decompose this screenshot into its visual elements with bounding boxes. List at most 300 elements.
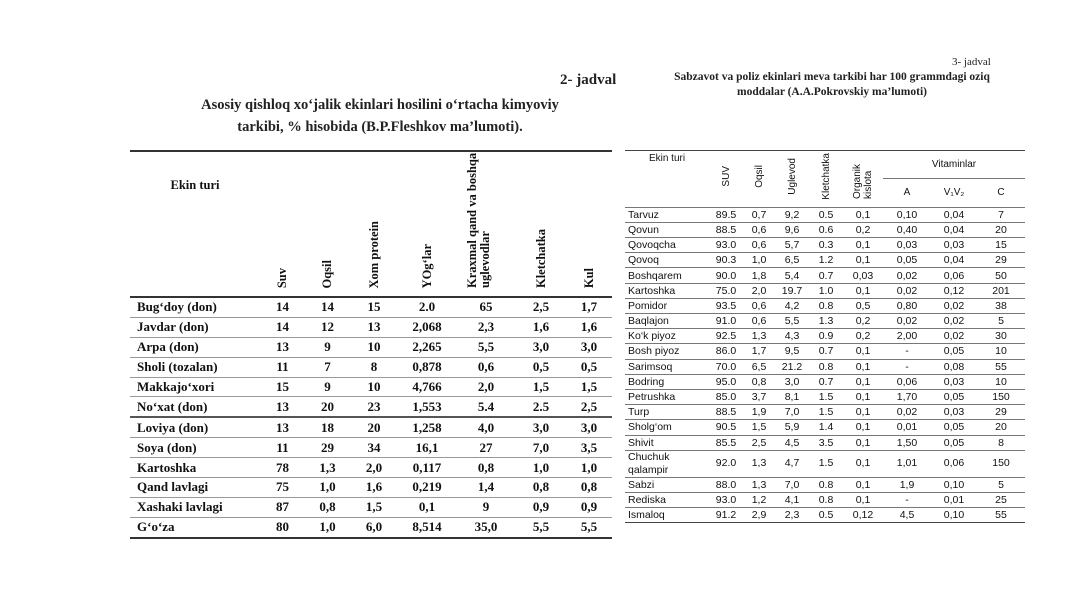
table2-cell: 20	[350, 417, 398, 437]
table3-cell: 0,2	[843, 314, 883, 329]
table3-row	[625, 238, 1025, 253]
table3-crop-name: Baqlajon	[625, 314, 709, 329]
table2-title-line1: Asosiy qishloq xo‘jalik ekinlari hosilini o‘rtacha kimyoviy	[201, 97, 559, 113]
table3-cell: 1,8	[743, 268, 775, 283]
table2-cell: 0,1	[398, 497, 456, 517]
table3-cell: 20	[977, 222, 1025, 237]
table3-cell: 0,04	[931, 222, 977, 237]
table3-cell: 1,50	[883, 435, 931, 450]
table3-cell: 0,06	[931, 268, 977, 283]
header-fiber-veg: Kletchatka	[809, 151, 843, 208]
table2-crop-name: Loviya (don)	[130, 417, 260, 437]
table3-cell: 1,0	[743, 253, 775, 268]
table3-cell: 0.7	[809, 268, 843, 283]
table3-cell: 1,01	[883, 450, 931, 477]
table2-cell: 4,766	[398, 377, 456, 397]
table3-crop-name: Tarvuz	[625, 207, 709, 222]
table2-cell: 14	[305, 297, 350, 317]
table3-cell: 0.5	[809, 508, 843, 523]
header-vitamin-b: V₁V₂	[931, 179, 977, 208]
table3-cell: 88.0	[709, 477, 743, 492]
table2-cell: 8,514	[398, 517, 456, 537]
table3-cell: 0,7	[743, 207, 775, 222]
table3-cell: 0,40	[883, 222, 931, 237]
table3-cell: 1,70	[883, 389, 931, 404]
table3-cell: 2,00	[883, 329, 931, 344]
table3-crop-name: Rediska	[625, 492, 709, 507]
table3-cell: 0,6	[743, 222, 775, 237]
table3-row	[625, 420, 1025, 435]
header-protein-veg: Oqsil	[743, 151, 775, 208]
table3-row	[625, 207, 1025, 222]
table3-crop-name: Bodring	[625, 374, 709, 389]
table2-cell: 1,0	[305, 478, 350, 498]
table2-row	[130, 417, 612, 437]
table2-cell: 5,5	[566, 517, 612, 537]
table3-cell: 0,03	[843, 268, 883, 283]
table2-cell: 13	[260, 337, 305, 357]
table3-cell: 55	[977, 508, 1025, 523]
table2-cell: 1,6	[350, 478, 398, 498]
table2-cell: 2,5	[566, 397, 612, 417]
table2-cell: 0,117	[398, 458, 456, 478]
table3-cell: 6,5	[775, 253, 809, 268]
table3-crop-name: Sholg‘om	[625, 420, 709, 435]
table2-cell: 1,0	[516, 458, 566, 478]
table3-row	[625, 314, 1025, 329]
table3-cell: 0,12	[931, 283, 977, 298]
table2-label: 2- jadval	[560, 72, 617, 88]
table3-cell: 0.9	[809, 329, 843, 344]
table2-cell: 1,5	[516, 377, 566, 397]
table2-cell: 10	[350, 337, 398, 357]
table3-cell: 1,9	[883, 477, 931, 492]
table2-crop-name: Xashaki lavlagi	[130, 497, 260, 517]
table3-cell: 20	[977, 420, 1025, 435]
table3-cell: 0,1	[843, 389, 883, 404]
table3-cell: 1.2	[809, 253, 843, 268]
table3-cell: 0,5	[843, 298, 883, 313]
table3-cell: 0,1	[843, 477, 883, 492]
table2-cell: 20	[305, 397, 350, 417]
table3-row	[625, 389, 1025, 404]
table3-cell: 0,01	[931, 492, 977, 507]
table3-cell: 0,10	[931, 477, 977, 492]
table3-row	[625, 283, 1025, 298]
table3-crop-name: Sabzi	[625, 477, 709, 492]
table3-cell: 0,02	[883, 268, 931, 283]
table3-cell: 85.0	[709, 389, 743, 404]
table3-cell: 0,6	[743, 298, 775, 313]
header-carb-veg: Uglevod	[775, 151, 809, 208]
table3-cell: 92.0	[709, 450, 743, 477]
header-crop-type-veg: Ekin turi	[625, 151, 709, 208]
table2-cell: 6,0	[350, 517, 398, 537]
table2-cell: 0,9	[566, 497, 612, 517]
table3-cell: 0,1	[843, 492, 883, 507]
table3-cell: 4,2	[775, 298, 809, 313]
table3-cell: 0,2	[843, 222, 883, 237]
table3-cell: 0,8	[743, 374, 775, 389]
table2-cell: 11	[260, 357, 305, 377]
table2-cell: 11	[260, 438, 305, 458]
table3-title	[632, 70, 1032, 100]
table3-row	[625, 359, 1025, 374]
table3-cell: 10	[977, 374, 1025, 389]
table3-cell: 5,4	[775, 268, 809, 283]
table2-cell: 3,0	[516, 337, 566, 357]
table3-cell: 1,9	[743, 405, 775, 420]
table3-cell: 2,3	[775, 508, 809, 523]
table3-cell: 1,3	[743, 329, 775, 344]
table2-cell: 5,5	[456, 337, 516, 357]
header-carbohydrates: Kraxmal qand va boshqa uglevodlar	[456, 151, 516, 297]
table3-cell: 1,7	[743, 344, 775, 359]
table3-label: 3- jadval	[952, 56, 991, 68]
table3-cell: 0,10	[931, 508, 977, 523]
table3-cell: 8,1	[775, 389, 809, 404]
table3-crop-name: Pomidor	[625, 298, 709, 313]
table3-header-row1	[625, 151, 1025, 179]
table2-cell: 2,0	[350, 458, 398, 478]
table3-cell: 93.0	[709, 238, 743, 253]
table2-cell: 5.4	[456, 397, 516, 417]
table3-cell: 0.3	[809, 238, 843, 253]
table2-cell: 1,3	[305, 458, 350, 478]
table3-cell: 0,1	[843, 420, 883, 435]
table3-cell: 70.0	[709, 359, 743, 374]
table2-cell: 14	[260, 297, 305, 317]
table3-crop-name: Turp	[625, 405, 709, 420]
table2-cell: 9	[305, 337, 350, 357]
table2-cell: 16,1	[398, 438, 456, 458]
table3-title-line1: Sabzavot va poliz ekinlari meva tarkibi har 100 grammdagi oziq	[674, 71, 990, 83]
header-ash: Kul	[566, 151, 612, 297]
table3-crop-name: Kartoshka	[625, 283, 709, 298]
table2-crop-name: Bug‘doy (don)	[130, 297, 260, 317]
table3-cell: 4,5	[775, 435, 809, 450]
header-vitamin-c: C	[977, 179, 1025, 208]
table2-cell: 3,0	[566, 417, 612, 437]
table2-crop-name: Javdar (don)	[130, 317, 260, 337]
table3-cell: 1,5	[743, 420, 775, 435]
table3-cell: 0,2	[843, 329, 883, 344]
table3-cell: 3.5	[809, 435, 843, 450]
table3-cell: 0,02	[883, 283, 931, 298]
table3-cell: 0,1	[843, 283, 883, 298]
table3-cell: 0,02	[931, 329, 977, 344]
table2-title-line2: tarkibi, % hisobida (B.P.Fleshkov ma’lumoti).	[237, 119, 523, 135]
table2-row	[130, 357, 612, 377]
table2-row	[130, 517, 612, 537]
header-water: Suv	[260, 151, 305, 297]
header-fiber: Kletchatka	[516, 151, 566, 297]
table3-row	[625, 344, 1025, 359]
header-protein: Oqsil	[305, 151, 350, 297]
table3-cell: 4,3	[775, 329, 809, 344]
crop-composition-table	[130, 150, 612, 539]
table3-cell: 55	[977, 359, 1025, 374]
table3-cell: 0,6	[743, 314, 775, 329]
table2-cell: 14	[260, 317, 305, 337]
table3-cell: 5	[977, 314, 1025, 329]
table3-cell: 1.3	[809, 314, 843, 329]
table3-cell: 85.5	[709, 435, 743, 450]
table3-cell: 7,0	[775, 477, 809, 492]
table2-cell: 10	[350, 377, 398, 397]
table3-cell: 3,7	[743, 389, 775, 404]
table2-cell: 12	[305, 317, 350, 337]
table3-cell: 90.0	[709, 268, 743, 283]
table3-cell: 0.8	[809, 298, 843, 313]
table3-cell: 3,0	[775, 374, 809, 389]
table3-cell: 4,1	[775, 492, 809, 507]
table3-cell: 0,05	[931, 435, 977, 450]
table3-cell: 0,02	[931, 298, 977, 313]
header-fats: YOg‘lar	[398, 151, 456, 297]
table2-crop-name: Soya (don)	[130, 438, 260, 458]
table2-cell: 18	[305, 417, 350, 437]
table2-cell: 0,219	[398, 478, 456, 498]
table3-row	[625, 222, 1025, 237]
table3-cell: 5,5	[775, 314, 809, 329]
table2-cell: 0,8	[305, 497, 350, 517]
table3-cell: 95.0	[709, 374, 743, 389]
table2-row	[130, 297, 612, 317]
table3-cell: 0,05	[931, 389, 977, 404]
table3-cell: 0,1	[843, 253, 883, 268]
table2-row	[130, 478, 612, 498]
table3-cell: 4,5	[883, 508, 931, 523]
table3-cell: 0,04	[931, 207, 977, 222]
table3-cell: 7,0	[775, 405, 809, 420]
table3-row	[625, 450, 1025, 477]
table3-cell: 0.5	[809, 207, 843, 222]
table3-cell: 9,5	[775, 344, 809, 359]
table3-cell: 0,01	[883, 420, 931, 435]
table2-cell: 65	[456, 297, 516, 317]
table3-cell: 5	[977, 477, 1025, 492]
table3-cell: 88.5	[709, 405, 743, 420]
table3-cell: 2,5	[743, 435, 775, 450]
table2-cell: 4,0	[456, 417, 516, 437]
table3-row	[625, 477, 1025, 492]
table3-cell: 2,0	[743, 283, 775, 298]
table2-cell: 1,7	[566, 297, 612, 317]
table3-crop-name: Ismaloq	[625, 508, 709, 523]
table2-header-row	[130, 151, 612, 297]
table3-cell: 0,1	[843, 405, 883, 420]
table3-cell: 0,03	[931, 374, 977, 389]
table3-cell: -	[883, 344, 931, 359]
header-vitamin-a: A	[883, 179, 931, 208]
table2-cell: 35,0	[456, 517, 516, 537]
table3-cell: 0,6	[743, 238, 775, 253]
table2-cell: 78	[260, 458, 305, 478]
table3-cell: 0,1	[843, 238, 883, 253]
table2-cell: 0,8	[516, 478, 566, 498]
table3-cell: 0,03	[883, 238, 931, 253]
table3-cell: 25	[977, 492, 1025, 507]
table3-cell: 0,1	[843, 450, 883, 477]
table3-cell: 10	[977, 344, 1025, 359]
table2-row	[130, 377, 612, 397]
table3-cell: 0,1	[843, 207, 883, 222]
table2-cell: 13	[260, 417, 305, 437]
table3-cell: 93.0	[709, 492, 743, 507]
table2-cell: 75	[260, 478, 305, 498]
table2-cell: 0,8	[566, 478, 612, 498]
table2-crop-name: No‘xat (don)	[130, 397, 260, 417]
table2-row	[130, 397, 612, 417]
table3-crop-name: Qovoq	[625, 253, 709, 268]
table2-row	[130, 438, 612, 458]
table2-cell: 9	[305, 377, 350, 397]
table2-cell: 2,3	[456, 317, 516, 337]
table3-cell: 0,06	[883, 374, 931, 389]
table3-title-line2: moddalar (A.A.Pokrovskiy ma’lumoti)	[737, 86, 927, 98]
table3-cell: 89.5	[709, 207, 743, 222]
table2-cell: 1,553	[398, 397, 456, 417]
table2-cell: 2.5	[516, 397, 566, 417]
table2-cell: 8	[350, 357, 398, 377]
table3-crop-name: Shivit	[625, 435, 709, 450]
table2-cell: 34	[350, 438, 398, 458]
table3-cell: 0,08	[931, 359, 977, 374]
table3-crop-name: Bosh piyoz	[625, 344, 709, 359]
table2-cell: 0,9	[516, 497, 566, 517]
table2-crop-name: G‘o‘za	[130, 517, 260, 537]
table3-cell: 1,2	[743, 492, 775, 507]
table3-cell: 0,1	[843, 344, 883, 359]
table3-cell: 1.5	[809, 389, 843, 404]
table2-cell: 1,6	[566, 317, 612, 337]
table2-crop-name: Arpa (don)	[130, 337, 260, 357]
table3-cell: 29	[977, 253, 1025, 268]
table2-cell: 0,8	[456, 458, 516, 478]
table2-cell: 3,5	[566, 438, 612, 458]
table2-cell: 15	[260, 377, 305, 397]
table3-crop-name: Qovoqcha	[625, 238, 709, 253]
table3-cell: 93.5	[709, 298, 743, 313]
table3-cell: 2,9	[743, 508, 775, 523]
table3-crop-name: Ko‘k piyoz	[625, 329, 709, 344]
table3-cell: 75.0	[709, 283, 743, 298]
table3-cell: 1.4	[809, 420, 843, 435]
table2-crop-name: Sholi (tozalan)	[130, 357, 260, 377]
table2-cell: 9	[456, 497, 516, 517]
table3-crop-name: Qovun	[625, 222, 709, 237]
table3-cell: 0.8	[809, 492, 843, 507]
table2-cell: 3,0	[566, 337, 612, 357]
table3-cell: 91.0	[709, 314, 743, 329]
table3-cell: 0.8	[809, 359, 843, 374]
table3-cell: 88.5	[709, 222, 743, 237]
table3-crop-name: Sarimsoq	[625, 359, 709, 374]
header-vitamins: Vitaminlar	[883, 151, 1025, 179]
table2-cell: 13	[350, 317, 398, 337]
table3-cell: 4,7	[775, 450, 809, 477]
table3-cell: 15	[977, 238, 1025, 253]
table3-cell: 7	[977, 207, 1025, 222]
table2-cell: 7,0	[516, 438, 566, 458]
table3-cell: 0,06	[931, 450, 977, 477]
table2-row	[130, 317, 612, 337]
table3-cell: 0,80	[883, 298, 931, 313]
table3-cell: 0,02	[883, 405, 931, 420]
header-crop-type: Ekin turi	[130, 151, 260, 297]
table3-cell: 50	[977, 268, 1025, 283]
table2-cell: 1,5	[566, 377, 612, 397]
table3-cell: 150	[977, 450, 1025, 477]
header-crude-protein: Xom protein	[350, 151, 398, 297]
table2-cell: 87	[260, 497, 305, 517]
table2-crop-name: Makkajo‘xori	[130, 377, 260, 397]
table3-cell: 1.5	[809, 405, 843, 420]
table3-cell: 19.7	[775, 283, 809, 298]
table3-cell: 5,7	[775, 238, 809, 253]
table2-cell: 7	[305, 357, 350, 377]
table2-cell: 1,5	[350, 497, 398, 517]
table3-cell: 0,03	[931, 405, 977, 420]
table2-row	[130, 497, 612, 517]
table2-cell: 1,6	[516, 317, 566, 337]
table3-row	[625, 405, 1025, 420]
table2-cell: 2,0	[456, 377, 516, 397]
table3-cell: 5,9	[775, 420, 809, 435]
table2-cell: 3,0	[516, 417, 566, 437]
table3-cell: 38	[977, 298, 1025, 313]
table3-cell: 0,02	[883, 314, 931, 329]
table3-row	[625, 298, 1025, 313]
table2-cell: 2,5	[516, 297, 566, 317]
table3-cell: 90.5	[709, 420, 743, 435]
table3-cell: 1.0	[809, 283, 843, 298]
table2-cell: 29	[305, 438, 350, 458]
table3-cell: 0,10	[883, 207, 931, 222]
table2-crop-name: Kartoshka	[130, 458, 260, 478]
table2-cell: 0,6	[456, 357, 516, 377]
table2-cell: 0,5	[516, 357, 566, 377]
table3-crop-name: Petrushka	[625, 389, 709, 404]
table3-cell: 92.5	[709, 329, 743, 344]
table3-cell: 1.5	[809, 450, 843, 477]
table3-row	[625, 374, 1025, 389]
table3-cell: 0,05	[931, 344, 977, 359]
table2-cell: 0,878	[398, 357, 456, 377]
table2-cell: 2,265	[398, 337, 456, 357]
table3-cell: 1,3	[743, 450, 775, 477]
table3-cell: -	[883, 359, 931, 374]
table3-cell: 0,04	[931, 253, 977, 268]
table3-cell: 8	[977, 435, 1025, 450]
table2-cell: 23	[350, 397, 398, 417]
table3-cell: 0,05	[883, 253, 931, 268]
table3-crop-name: Boshqarem	[625, 268, 709, 283]
table2-cell: 1,0	[305, 517, 350, 537]
table3-cell: 30	[977, 329, 1025, 344]
table2-row	[130, 337, 612, 357]
table3-cell: 0,12	[843, 508, 883, 523]
table3-row	[625, 268, 1025, 283]
table3-row	[625, 508, 1025, 523]
table3-cell: 201	[977, 283, 1025, 298]
table2-cell: 0,5	[566, 357, 612, 377]
table3-row	[625, 329, 1025, 344]
table3-cell: 6,5	[743, 359, 775, 374]
table2-cell: 5,5	[516, 517, 566, 537]
table3-cell: 0.8	[809, 477, 843, 492]
